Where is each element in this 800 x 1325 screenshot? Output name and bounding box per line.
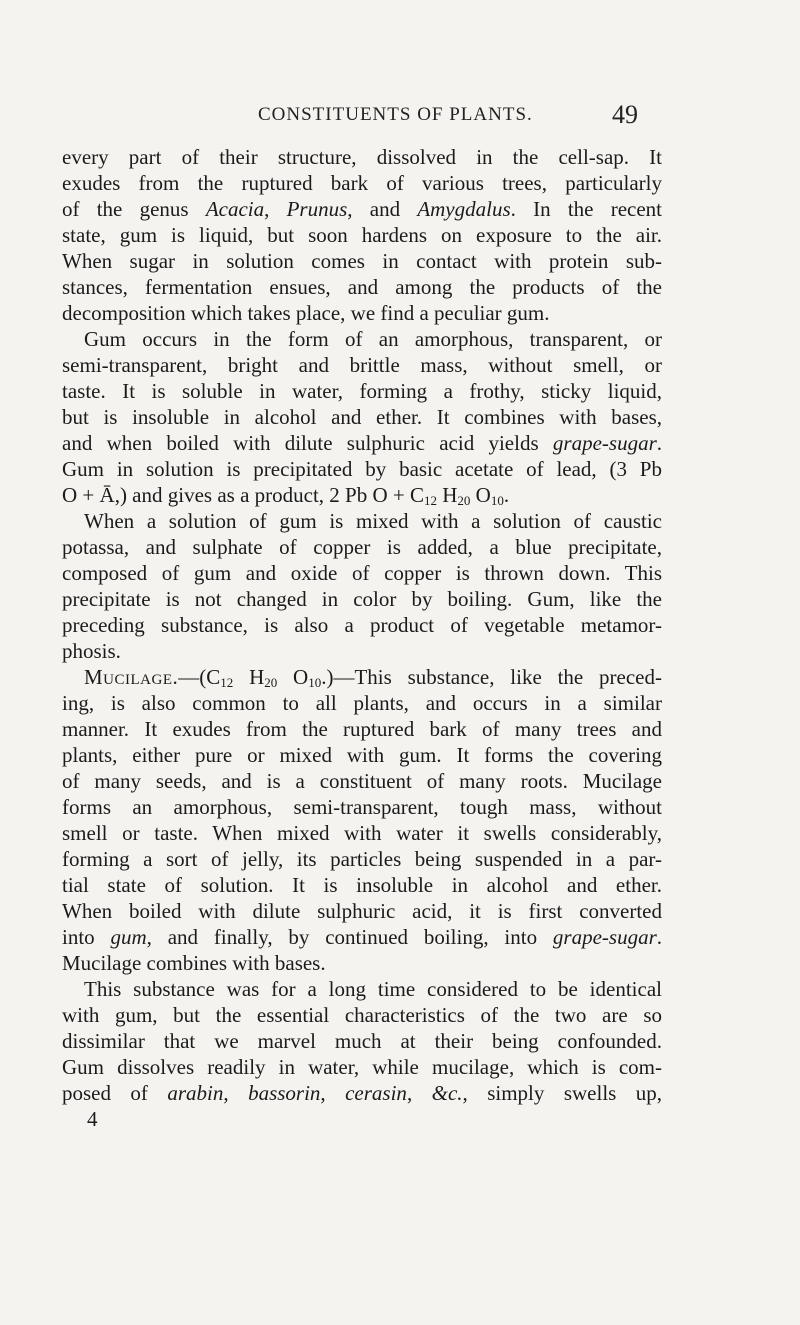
text-line: and when boiled with dilute sulphuric acid yields grape-sugar. — [62, 431, 662, 455]
genus-amygdalus: Amygdalus — [417, 197, 511, 221]
text-line: potassa, and sulphate of copper is added, a blue precipitate, — [62, 535, 662, 559]
text-line: smell or taste. When mixed with water it swells considerably, — [62, 821, 662, 845]
running-title: CONSTITUENTS OF PLANTS. — [258, 104, 533, 125]
text-line: decomposition which takes place, we find a peculiar gum. — [62, 301, 550, 325]
text-line: manner. It exudes from the ruptured bark of many trees and — [62, 717, 662, 741]
text-line: Gum occurs in the form of an amorphous, transparent, or — [84, 327, 662, 351]
gum-term: gum — [110, 925, 147, 949]
text-line: every part of their structure, dissolved in the cell-sap. It — [62, 145, 662, 169]
body-text — [62, 144, 662, 1132]
text-line: When sugar in solution comes in contact with protein sub- — [62, 249, 662, 273]
text-line: with gum, but the essential characteristics of the two are so — [62, 1003, 662, 1027]
text-line: ing, is also common to all plants, and occurs in a similar — [62, 691, 662, 715]
grape-sugar-term: grape-sugar — [552, 431, 657, 455]
text-line: forming a sort of jelly, its particles being suspended in a par- — [62, 847, 662, 871]
mucilage-heading-line: $Mucilage.—(C_{12}$ $H_{20}$ $O_{10}.)—This$ substance, like the preced- — [84, 665, 663, 690]
grape-sugar-term: grape-sugar — [552, 925, 657, 949]
etc-term: &c. — [431, 1081, 463, 1105]
cerasin-term: cerasin — [345, 1081, 407, 1105]
text-line: of many seeds, and is a constituent of many roots. Mucilage — [62, 769, 662, 793]
text-line: tial state of solution. It is insoluble in alcohol and ether. — [62, 873, 662, 897]
acetate-symbol: Ā — [99, 483, 115, 507]
text-line: precipitate is not changed in color by boiling. Gum, like the — [62, 587, 662, 611]
text-line: preceding substance, is also a product of vegetable metamor- — [62, 613, 662, 637]
genus-prunus: Prunus — [286, 197, 348, 221]
text-line: stances, fermentation ensues, and among the products of the — [62, 275, 662, 299]
text-line: into gum, and finally, by continued boiling, into grape-sugar. — [62, 925, 663, 949]
formula-line: O + Ā,) and gives as a product, 2 Pb $O + C_{12}$ $H_{20}$ $O_{10}$. — [62, 483, 510, 508]
text-line: phosis. — [62, 639, 121, 663]
text-line: forms an amorphous, semi-transparent, tough mass, without — [62, 795, 662, 819]
text-line: semi-transparent, bright and brittle mass, without smell, or — [62, 353, 662, 377]
text-line: This substance was for a long time considered to be identical — [84, 977, 662, 1001]
arabin-term: arabin — [167, 1081, 224, 1105]
text-line: When a solution of gum is mixed with a solution of caustic — [84, 509, 662, 533]
text-line: exudes from the ruptured bark of various trees, particularly — [62, 171, 662, 195]
text-line: composed of gum and oxide of copper is thrown down. This — [62, 561, 662, 585]
text-line: of the genus Acacia, Prunus, and Amygdalus. In the recent — [62, 197, 662, 221]
text-line: When boiled with dilute sulphuric acid, it is first converted — [62, 899, 662, 923]
text-line: plants, either pure or mixed with gum. It forms the covering — [62, 743, 662, 767]
text-line: state, gum is liquid, but soon hardens on exposure to the air. — [62, 223, 662, 247]
text-line: Mucilage combines with bases. — [62, 951, 326, 975]
text-line: posed of arabin, bassorin, cerasin, &c., simply swells up, — [62, 1081, 663, 1105]
text-line: Gum dissolves readily in water, while mucilage, which is com- — [62, 1055, 662, 1079]
genus-acacia: Acacia — [205, 197, 265, 221]
signature-mark: 4 — [87, 1107, 98, 1131]
bassorin-term: bassorin — [248, 1081, 321, 1105]
mucilage-heading: Mucilage. — [84, 665, 179, 689]
text-line: but is insoluble in alcohol and ether. It combines with bases, — [62, 405, 662, 429]
text-line: taste. It is soluble in water, forming a frothy, sticky liquid, — [62, 379, 662, 403]
page-number: 49 — [612, 100, 638, 129]
text-line: dissimilar that we marvel much at their being confounded. — [62, 1029, 662, 1053]
text-line: Gum in solution is precipitated by basic acetate of lead, (3 Pb — [62, 457, 662, 481]
running-head — [0, 100, 800, 130]
